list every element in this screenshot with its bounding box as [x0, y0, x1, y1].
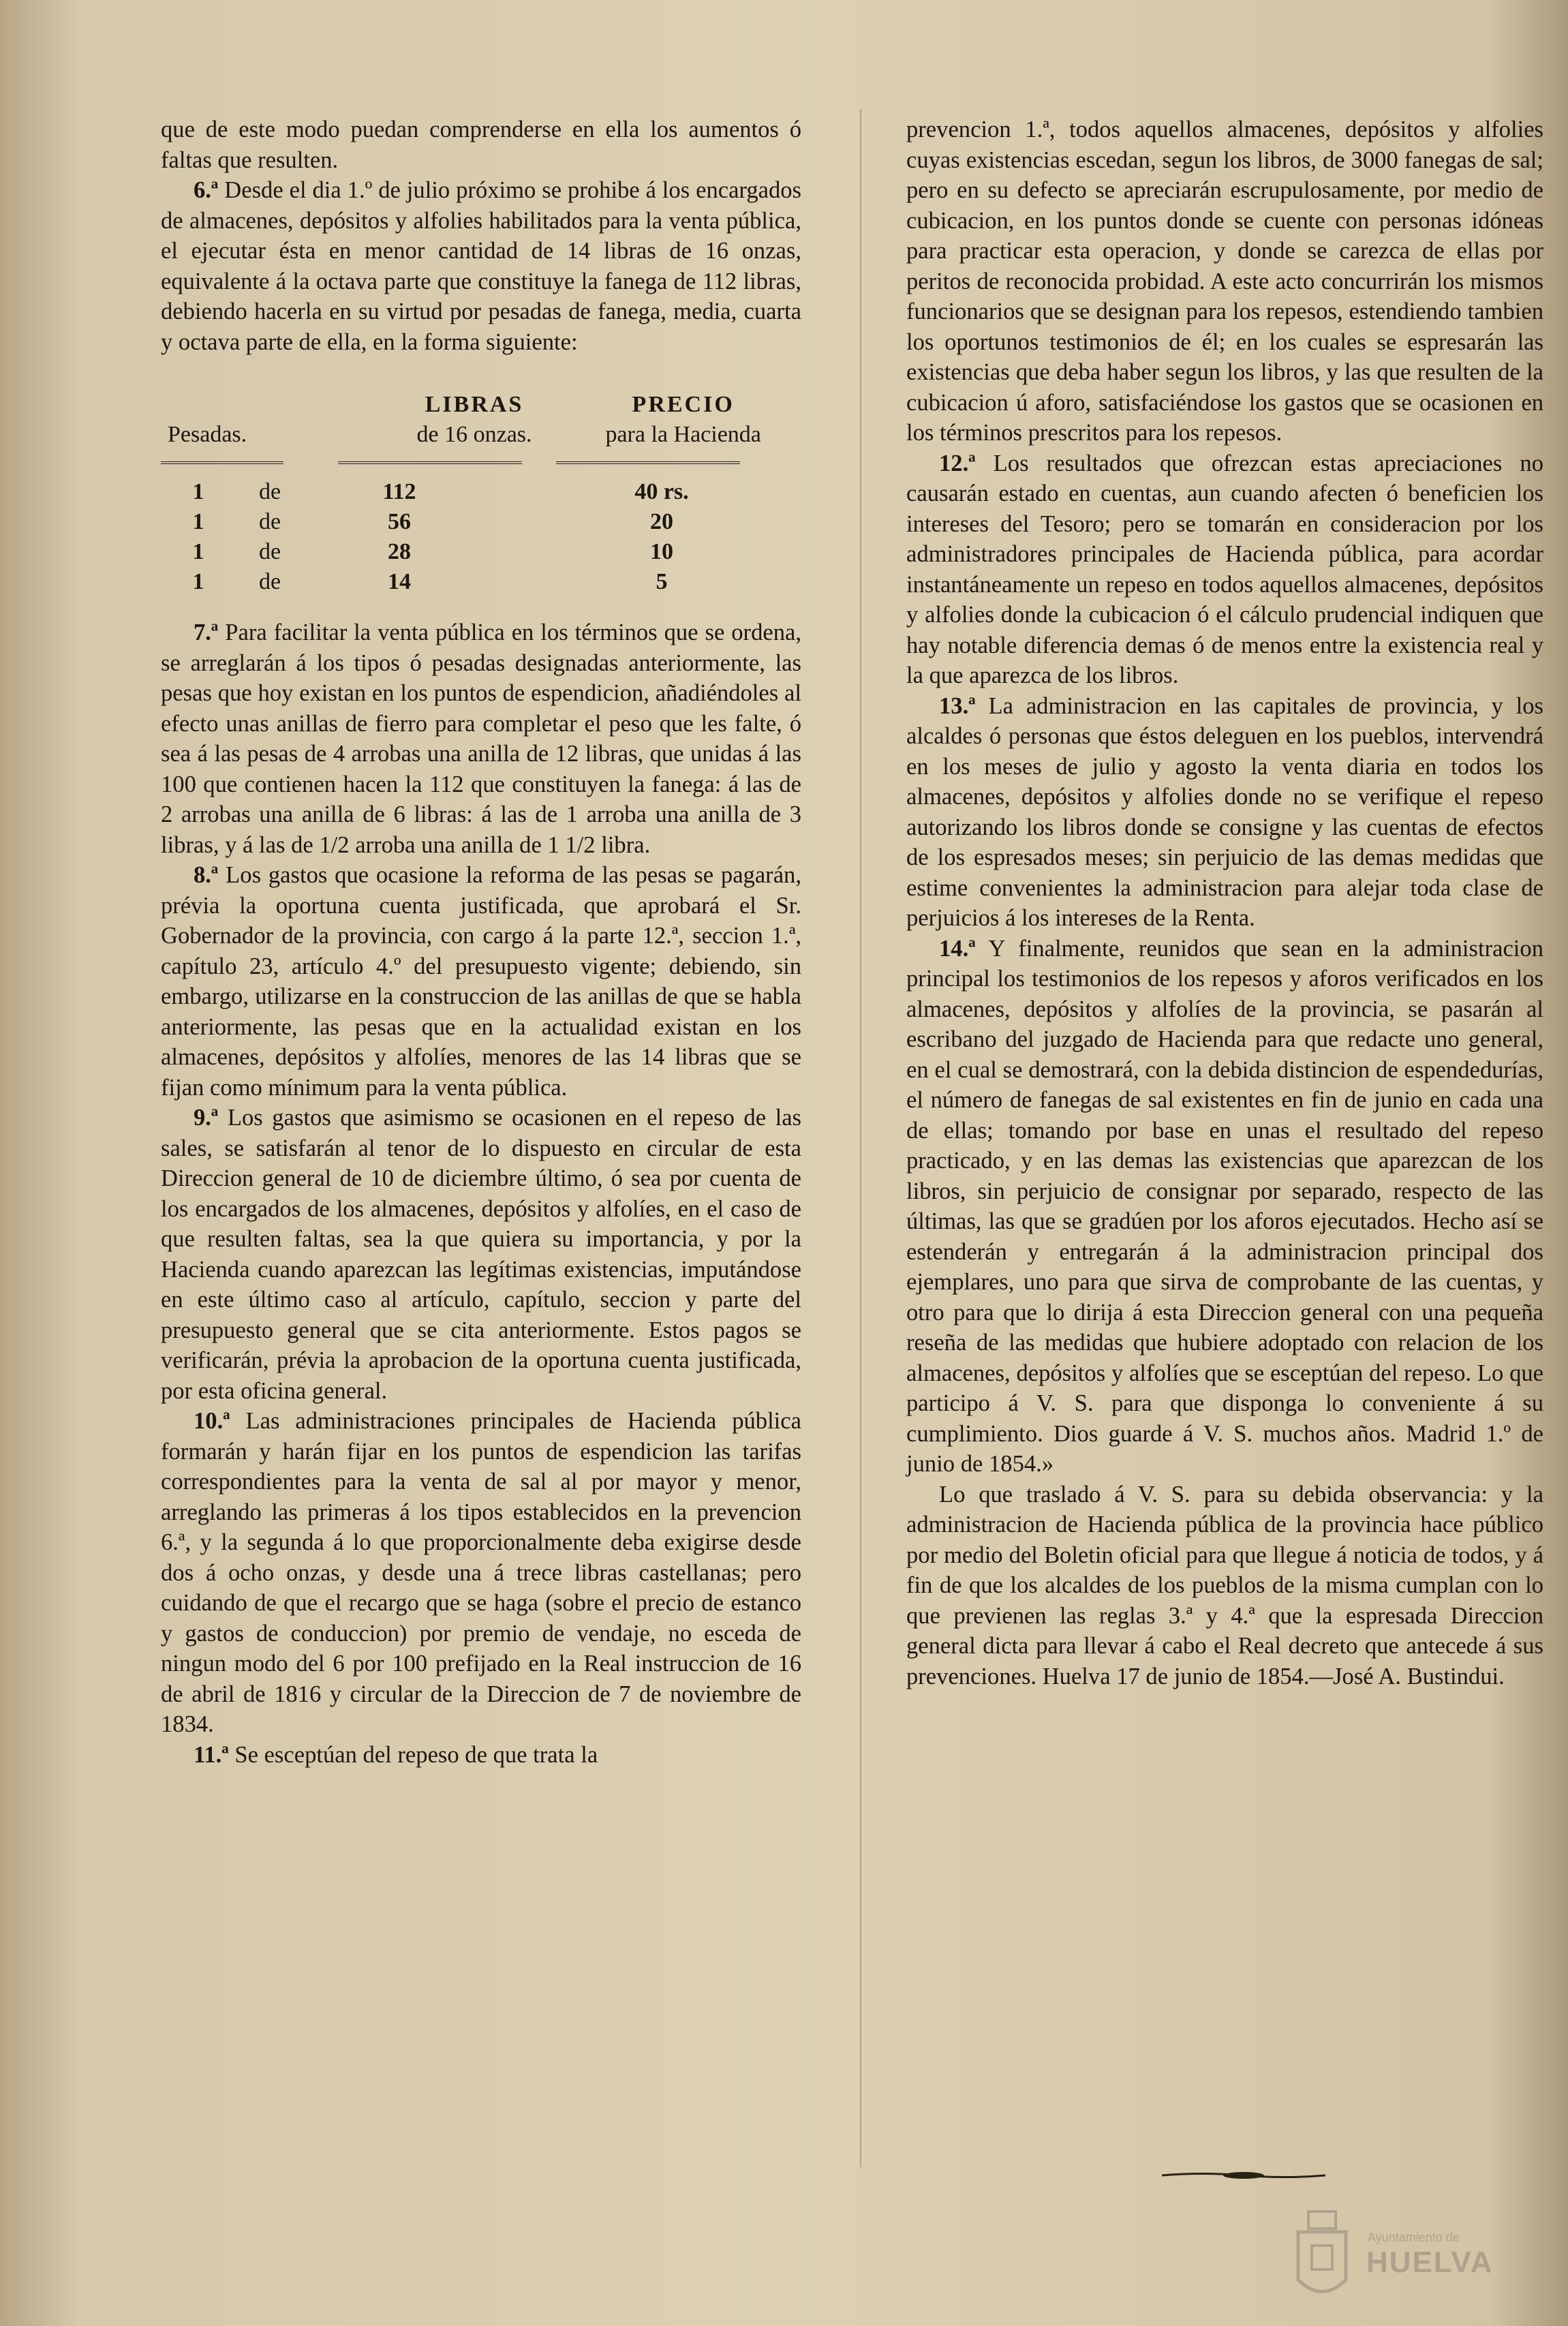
crest-icon — [1285, 2205, 1359, 2307]
huelva-watermark — [1285, 2205, 1523, 2307]
article-text: Desde el dia 1.º de julio próximo se prohibe á los encargados de almacenes, depósitos y alfolies habilitados para la venta pública, el ejecutar ésta en menor cantidad de 14 libras de 16 onzas, equivalente á la octava parte que constituye la fanega de 112 libras, debiendo hacerla en su virtud por pesadas de fanega, media, cuarta y octava parte de ella, en la forma siguiente: — [161, 177, 801, 355]
article-text: Los gastos que ocasione la reforma de las pesas se pagarán, prévia la oportuna cuenta justificada, que aprobará el Sr. Gobernador de la provincia, con cargo á la parte 12.ª, seccion 1.ª, capítulo 23, artículo 4.º del presupuesto vigente; debiendo, sin embargo, utilizarse en la construccion de las anillas de que se habla anteriormente, las pesas que en la actualidad existan en los almacenes, depósitos y alfolíes, menores de las 14 libras que se fijan como mínimum para la venta pública. — [161, 862, 801, 1101]
article-text: Las administraciones principales de Hacienda pública formarán y harán fijar en los puntos de espendicion las tarifas correspondientes para la venta de sal al por mayor y menor, arreglando las primeras á los tipos establecidos en la prevencion 6.ª, y la segunda á lo que proporcionalmente deba exigirse desde dos á ocho onzas, y desde una á trece libras castellanas; pero cuidando de que el recargo que se haga (sobre el precio de estanco y gastos de conduccion) por premio de vendaje, no esceda de ningun modo del 6 por 100 prefijado en la Real instruccion de 16 de abril de 1816 y circular de la Direccion de 7 de noviembre de 1834. — [161, 1408, 801, 1737]
article-9 — [161, 1103, 801, 1406]
article-text: Los gastos que asimismo se ocasionen en el repeso de las sales, se satisfarán al tenor de lo dispuesto en circular de esta Direccion general de 10 de diciembre último, ó sea por cuenta de los encargados de los almacenes, depósitos y alfolíes, en el caso de que resulten faltas, sea la que quiera su importancia, y por la Hacienda cuando aparezcan las legítimas existencias, imputándose en este último caso al artículo, capítulo, seccion y parte del presupuesto general que se cita anteriormente. Estos pagos se verificarán, prévia la aprobacion de la oportuna cuenta justificada, por esta oficina general. — [161, 1105, 801, 1404]
table-rules — [161, 450, 788, 477]
cell-de: de — [258, 539, 281, 564]
rule — [338, 461, 522, 466]
cell-pesadas: 1 — [192, 479, 204, 504]
closing-paragraph: Lo que traslado á V. S. para su debida observancia: y la administracion de Hacienda pública de la provincia hace público por medio del Boletin oficial para que llegue á noticia de todos, y á fin de que los alcaldes de los pueblos de la misma cumplan con lo que previenen las reglas 3.ª y 4.ª que la espresada Direccion general dicta para llevar á cabo el Real decreto que antecede á sus prevenciones. Huelva 17 de junio de 1854.—José A. Bustindui. — [906, 1481, 1543, 1689]
article-12 — [906, 448, 1543, 691]
article-number: 9.ª — [194, 1105, 219, 1131]
cell-de: de — [258, 479, 281, 504]
article-number: 12.ª — [939, 450, 976, 476]
weights-table — [161, 375, 788, 597]
header-pesadas: Pesadas. — [168, 422, 247, 447]
cell-pesadas: 1 — [192, 509, 204, 534]
cell-precio: 40 rs. — [634, 479, 689, 504]
cell-precio: 20 — [650, 509, 673, 534]
header-libras-sub: de 16 onzas. — [416, 422, 532, 447]
cell-pesadas: 1 — [192, 539, 204, 564]
article-8 — [161, 860, 801, 1103]
left-column — [161, 114, 801, 1770]
watermark-text: HUELVA — [1366, 2246, 1494, 2279]
article-7 — [161, 617, 801, 860]
right-column — [906, 114, 1543, 1692]
table-row — [161, 507, 788, 537]
header-precio-title: PRECIO — [632, 392, 735, 417]
article-number: 14.ª — [939, 935, 976, 962]
article-text: Para facilitar la venta pública en los términos que se ordena, se arreglarán á los tipos ó pesadas designadas anteriormente, las pesas que hoy existan en los puntos de espendicion, añadiéndoles al efecto unas anillas de fierro para completar el peso que les falte, ó sea á las pesas de 4 arrobas una anilla de 12 libras, que unidas á las 100 que contienen hacen la 112 que constituyen la fanega: á las de 2 arrobas una anilla de 6 libras: á las de 1 arroba una anilla de 3 libras, y á las de 1/2 arroba una anilla de 1 1/2 libra. — [161, 619, 801, 858]
cell-pesadas: 1 — [192, 569, 204, 594]
rule — [556, 461, 740, 466]
article-number: 10.ª — [194, 1408, 230, 1434]
cell-libras: 112 — [382, 479, 416, 504]
table-row — [161, 477, 788, 507]
cell-de: de — [258, 509, 281, 534]
rule — [161, 461, 283, 466]
cell-libras: 14 — [388, 569, 411, 594]
header-libras-title: LIBRAS — [425, 392, 524, 417]
cell-precio: 5 — [656, 569, 668, 594]
watermark-small-text: Ayuntamiento de — [1368, 2231, 1460, 2244]
article-text: Y finalmente, reunidos que sean en la administracion principal los testimonios de los repesos y aforos verificados en los almacenes, depósitos y alfolíes de la provincia, se pasarán al escribano del juzgado de Hacienda para que redacte uno general, en el cual se demostrará, con la debida distincion de espendedurías, el número de fanegas de sal existentes en fin de junio en cada una de ellas; tomando por base en unas el resultado del repeso practicado, y en las demas las existencias que aparezcan de los libros, sin perjuicio de consignar por separado, respecto de las últimas, las que se gradúen por los aforos ejecutados. Hecho así se estenderán y entregarán á la administracion principal dos ejemplares, uno para que sirva de comprobante de las cuentas, y otro para que lo dirija á esta Direccion general con una pequeña reseña de las medidas que hubiere adoptado con relacion de los almacenes, depósitos y alfolíes que se esceptúan del repeso. Lo que participo á V. S. para que disponga lo conveniente á su cumplimiento. Dios guarde á V. S. muchos años. Madrid 1.º de junio de 1854.» — [906, 935, 1543, 1477]
article-14 — [906, 934, 1543, 1480]
article-number: 11.ª — [194, 1741, 229, 1768]
header-libras — [370, 390, 579, 450]
article-13 — [906, 691, 1543, 934]
cell-precio: 10 — [650, 539, 673, 564]
header-precio — [579, 390, 788, 450]
article-6 — [161, 175, 801, 357]
cell-libras: 56 — [388, 509, 411, 534]
article-11 — [161, 1740, 801, 1771]
article-number: 7.ª — [194, 619, 219, 645]
cell-libras: 28 — [388, 539, 411, 564]
article-text: Los resultados que ofrezcan estas apreciaciones no causarán estado en cuentas, aun cuando afecten ó beneficien los intereses del Tesoro; pero se tomarán en consideracion por los administradores principales de Hacienda pública, para acordar instantáneamente un repeso en todos aquellos almacenes, depósitos y alfolies donde la cubicacion ó el cálculo prudencial indiquen que hay notable diferencia demas ó de menos entre la existencia real y la que aparezca de los libros. — [906, 450, 1543, 688]
table-header — [161, 375, 788, 450]
cell-de: de — [258, 569, 281, 594]
header-precio-sub: para la Hacienda — [605, 422, 761, 447]
article-10 — [161, 1406, 801, 1740]
table-row — [161, 567, 788, 597]
article-text: Se esceptúan del repeso de que trata la — [234, 1741, 598, 1768]
article-number: 8.ª — [194, 862, 219, 888]
column-divider — [860, 109, 861, 2167]
article-number: 6.ª — [194, 177, 219, 203]
paragraph-continuation: que de este modo puedan comprenderse en ella los aumentos ó faltas que resulten. — [161, 117, 801, 173]
ornament-divider — [1162, 2171, 1325, 2180]
table-row — [161, 537, 788, 567]
article-number: 13.ª — [939, 692, 976, 719]
article-text: La administracion en las capitales de provincia, y los alcaldes ó personas que éstos deleguen en los pueblos, intervendrá en los meses de julio y agosto la venta diaria en todos los almacenes, depósitos y alfolies donde no se verifique el repeso autorizando los libros donde se consigne y las cuentas de efectos de los espresados meses; sin perjuicio de las demas medidas que estime convenientes la administracion para alejar toda clase de perjuicios á los intereses de la Renta. — [906, 692, 1543, 931]
paragraph-continuation: prevencion 1.ª, todos aquellos almacenes, depósitos y alfolies cuyas existencias escedan, segun los libros, de 3000 fanegas de sal; pero en su defecto se apreciarán escrupulosamente, por medio de cubicacion, en los puntos donde se cuente con personas idóneas para practicar esta operacion, y donde se carezca de ellas por peritos de reconocida probidad. A este acto concurrirán los mismos funcionarios que se designan para los repesos, estendiendo tambien los oportunos testimonios de él; en los cuales se espresarán las existencias que deba haber segun los libros, y las que resulten de la cubicacion ú aforo, satisfaciéndose los gastos que se ocasionen en los términos prescritos para los repesos. — [906, 117, 1543, 446]
